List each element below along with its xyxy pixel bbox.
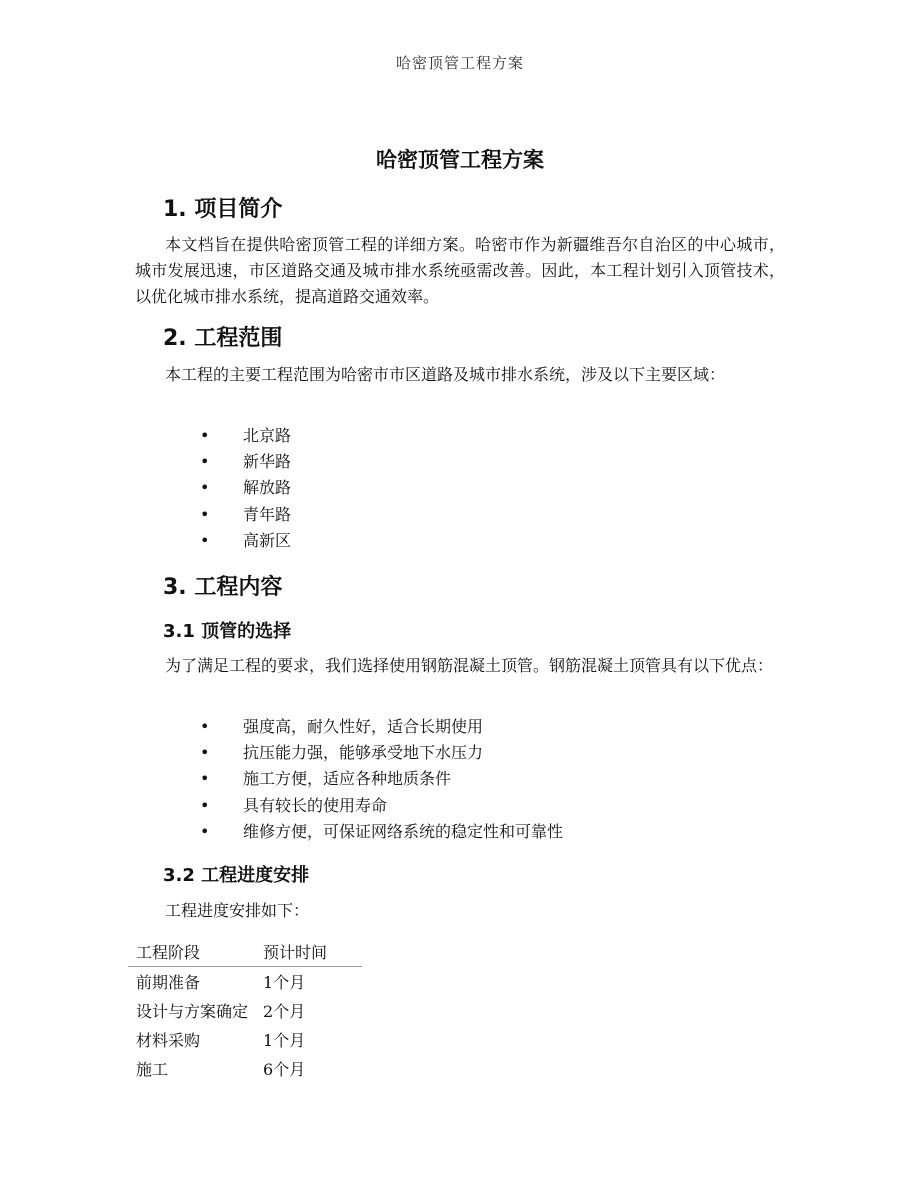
list-item [200, 714, 563, 740]
list-item [200, 502, 291, 528]
list-item [200, 423, 291, 449]
bullet-icon: • [200, 504, 210, 524]
table-row [128, 1054, 362, 1083]
list-item [200, 528, 291, 554]
list-item-text: 青年路 [243, 504, 292, 524]
schedule-table [128, 936, 362, 1083]
list-item [200, 475, 291, 501]
list-item-text: 抗压能力强，能够承受地下水压力 [243, 743, 484, 763]
bullet-icon: • [200, 821, 210, 841]
list-item-text: 北京路 [243, 426, 292, 445]
list-item-text: 维修方便，可保证网络系统的稳定性和可靠性 [243, 821, 564, 841]
list-item-text: 高新区 [243, 530, 292, 550]
table-cell-phase: 前期准备 [136, 973, 201, 992]
column-header-phase: 工程阶段 [136, 942, 201, 962]
bullet-icon: • [200, 530, 210, 550]
table-row [128, 1025, 362, 1054]
bullet-icon: • [200, 426, 210, 445]
list-item [200, 793, 563, 819]
introduction-paragraph: 本文档旨在提供哈密顶管工程的详细方案。哈密市作为新疆维吾尔自治区的中心城市，城市发展迅速，市区道路交通及城市排水系统亟需改善。因此，本工程计划引入顶管技术，以优化城市排水系统，提高道路交通效率。 [135, 235, 785, 306]
table-cell-phase: 设计与方案确定 [136, 1002, 249, 1021]
section-heading-introduction: 1. 项目简介 [163, 197, 283, 222]
bullet-icon: • [200, 452, 210, 472]
column-header-duration: 预计时间 [263, 942, 328, 962]
table-row [128, 996, 362, 1025]
list-item [200, 819, 563, 845]
list-item [200, 449, 291, 475]
table-cell-phase: 施工 [136, 1060, 169, 1079]
schedule-paragraph: 工程进度安排如下： [165, 901, 310, 920]
table-cell-duration: 6个月 [263, 1060, 306, 1079]
list-item-text: 解放路 [243, 478, 292, 498]
subsection-heading-schedule: 3.2 工程进度安排 [163, 865, 310, 886]
table-row [128, 967, 362, 997]
list-item-text: 施工方便，适应各种地质条件 [243, 769, 452, 789]
table-cell-duration: 1个月 [263, 1031, 306, 1050]
bullet-icon: • [200, 769, 210, 789]
pipe-selection-paragraph: 为了满足工程的要求，我们选择使用钢筋混凝土顶管。钢筋混凝土顶管具有以下优点： [165, 656, 774, 675]
list-item-text: 具有较长的使用寿命 [243, 795, 388, 815]
scope-paragraph: 本工程的主要工程范围为哈密市市区道路及城市排水系统，涉及以下主要区域： [165, 365, 726, 384]
bullet-icon: • [200, 743, 210, 763]
list-item [200, 766, 563, 792]
bullet-icon: • [200, 478, 210, 498]
table-cell-duration: 2个月 [263, 1002, 306, 1021]
document-title: 哈密顶管工程方案 [376, 148, 544, 172]
table-header-row [128, 936, 362, 967]
list-item-text: 新华路 [243, 452, 292, 472]
table-cell-duration: 1个月 [263, 973, 306, 992]
table-cell-phase: 材料采购 [136, 1031, 201, 1050]
list-item-text: 强度高，耐久性好，适合长期使用 [243, 717, 484, 736]
advantage-list [200, 714, 563, 845]
section-heading-content: 3. 工程内容 [163, 575, 283, 600]
bullet-icon: • [200, 717, 210, 736]
scope-area-list [200, 423, 291, 554]
subsection-heading-pipe-selection: 3.1 顶管的选择 [163, 621, 292, 642]
running-header: 哈密顶管工程方案 [395, 54, 524, 72]
list-item [200, 740, 563, 766]
bullet-icon: • [200, 795, 210, 815]
section-heading-scope: 2. 工程范围 [163, 326, 283, 351]
